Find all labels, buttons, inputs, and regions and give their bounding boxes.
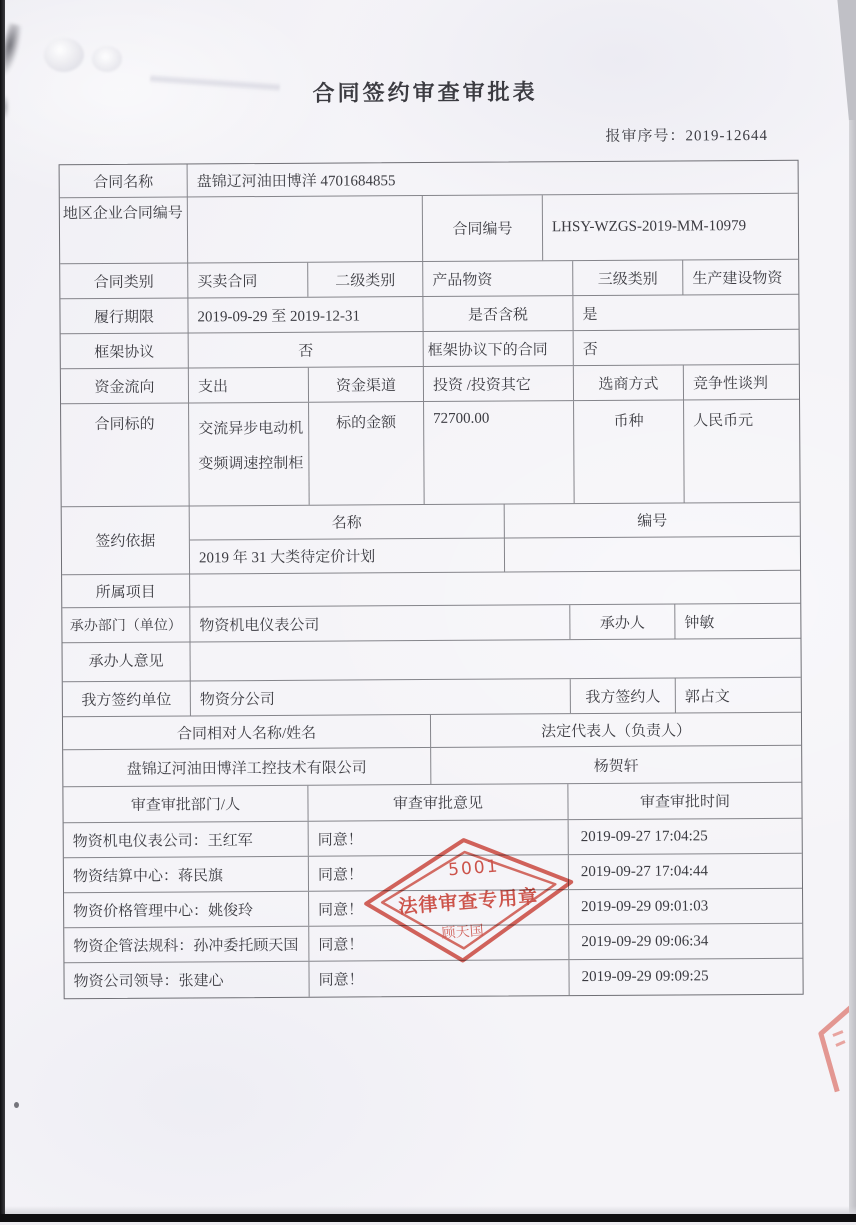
legal-rep-value: 杨贺轩 bbox=[593, 758, 639, 775]
review-stamp-icon bbox=[358, 833, 583, 966]
fund-flow-value: 支出 bbox=[189, 368, 309, 403]
category-value: 买卖合同 bbox=[188, 263, 308, 298]
approval-time: 2019-09-29 09:06:34 bbox=[581, 932, 709, 950]
basis-name-value: 2019 年 31 大类待定价计划 bbox=[190, 539, 505, 574]
period-label: 履行期限 bbox=[60, 298, 188, 333]
table-row bbox=[62, 571, 800, 609]
approval-opinion: 同意！ bbox=[309, 925, 569, 961]
basis-no-value bbox=[505, 537, 800, 572]
stamp-name: 顾天国 bbox=[441, 923, 485, 942]
handler-label: 承办人 bbox=[570, 605, 675, 640]
table-row bbox=[61, 365, 799, 405]
framework-sub-value: 否 bbox=[582, 341, 598, 358]
serial-number bbox=[605, 124, 768, 146]
approval-dept: 物资结算中心：蒋民旗 bbox=[64, 857, 309, 892]
stamp-number: 5001 bbox=[447, 856, 501, 881]
stamp-title: 法律审查专用章 bbox=[397, 886, 540, 919]
scan-edge-shadow bbox=[0, 1206, 856, 1214]
table-row bbox=[63, 678, 801, 718]
paper-crease bbox=[44, 38, 84, 72]
counterparty-value: 盘锦辽河油田博洋工控技术有限公司 bbox=[63, 748, 431, 786]
table-row bbox=[61, 400, 800, 508]
approval-dept: 物资公司领导：张建心 bbox=[64, 962, 309, 998]
basis-header-row bbox=[190, 503, 800, 541]
regional-contract-no-label: 地区企业合同编号 bbox=[60, 197, 188, 263]
tax-value: 是 bbox=[582, 306, 598, 323]
contract-name-value: 盘锦辽河油田博洋 4701684855 bbox=[196, 172, 396, 190]
table-row bbox=[63, 746, 801, 788]
approval-opinion-header: 审查审批意见 bbox=[308, 784, 568, 821]
table-row bbox=[61, 330, 799, 370]
category-label: 合同类别 bbox=[60, 263, 188, 298]
category2-value: 产品物资 bbox=[423, 261, 573, 296]
subject-label: 合同标的 bbox=[61, 403, 190, 506]
contract-no-value: LHSY-WZGS-2019-MM-10979 bbox=[551, 218, 747, 236]
scan-speck bbox=[14, 1102, 19, 1108]
category3-value: 生产建设物资 bbox=[692, 270, 783, 287]
currency-label: 币种 bbox=[574, 400, 685, 503]
table-row bbox=[62, 604, 800, 644]
approval-header-row bbox=[63, 783, 801, 824]
handling-dept-value: 物资机电仪表公司 bbox=[190, 605, 570, 641]
page-title: 合同签约审查审批表 bbox=[312, 79, 538, 106]
table-row bbox=[60, 194, 798, 265]
our-signer-label: 我方签约人 bbox=[571, 679, 676, 714]
table-row bbox=[62, 503, 800, 576]
approval-dept: 物资企管法规科：孙冲委托顾天国 bbox=[64, 927, 309, 962]
handler-value: 钟敏 bbox=[684, 614, 715, 631]
approval-dept: 物资机电仪表公司：王红军 bbox=[64, 822, 309, 857]
serial-label: 报审序号： bbox=[605, 128, 686, 145]
paper-crease bbox=[92, 46, 122, 72]
approval-time: 2019-09-27 17:04:25 bbox=[580, 827, 708, 845]
basis-name-header: 名称 bbox=[190, 505, 505, 540]
contract-no-label: 合同编号 bbox=[423, 195, 543, 261]
handler-opinion-label: 承办人意见 bbox=[63, 642, 191, 681]
fund-flow-label: 资金流向 bbox=[61, 368, 189, 403]
project-value bbox=[190, 571, 800, 607]
approval-opinion: 同意！ bbox=[309, 890, 569, 926]
contract-name-label: 合同名称 bbox=[60, 164, 188, 197]
basis-subtable bbox=[190, 503, 800, 574]
approval-opinion: 同意！ bbox=[309, 820, 569, 856]
tax-label: 是否含税 bbox=[423, 296, 573, 331]
table-row bbox=[60, 295, 798, 335]
counterparty-header: 合同相对人名称/姓名 bbox=[63, 715, 431, 749]
framework-value: 否 bbox=[189, 332, 424, 367]
our-signer-value: 郭占文 bbox=[684, 688, 730, 705]
category3-label: 三级类别 bbox=[573, 260, 683, 295]
amount-value: 72700.00 bbox=[424, 401, 575, 504]
legal-rep-header: 法定代表人（负责人） bbox=[540, 722, 692, 740]
regional-contract-no-value bbox=[188, 196, 423, 262]
table-row bbox=[60, 161, 798, 199]
currency-value: 人民币元 bbox=[693, 413, 754, 430]
basis-label: 签约依据 bbox=[62, 506, 190, 574]
our-unit-value: 物资分公司 bbox=[191, 679, 571, 715]
project-label: 所属项目 bbox=[62, 574, 190, 607]
subject-value: 交流异步电动机变频调速控制柜 bbox=[189, 403, 310, 506]
table-row bbox=[63, 639, 801, 683]
selection-method-label: 选商方式 bbox=[574, 365, 684, 400]
our-unit-label: 我方签约单位 bbox=[63, 681, 191, 716]
approval-time-header: 审查审批时间 bbox=[639, 794, 731, 811]
scan-edge-shadow bbox=[849, 120, 856, 1216]
approval-time: 2019-09-29 09:01:03 bbox=[581, 897, 709, 915]
basis-value-row bbox=[190, 537, 800, 574]
approval-time: 2019-09-29 09:09:25 bbox=[581, 968, 709, 986]
handler-opinion-value bbox=[190, 639, 800, 681]
amount-label: 标的金额 bbox=[309, 402, 425, 505]
table-row bbox=[63, 713, 801, 751]
category2-label: 二级类别 bbox=[308, 262, 423, 297]
fund-channel-label: 资金渠道 bbox=[309, 367, 424, 402]
table-row bbox=[60, 260, 798, 300]
fund-channel-value: 投资 /投资其它 bbox=[424, 366, 574, 401]
scan-edge-black-strip bbox=[0, 1214, 856, 1222]
approval-opinion: 同意！ bbox=[309, 855, 569, 891]
period-value: 2019-09-29 至 2019-12-31 bbox=[188, 297, 423, 332]
approval-dept: 物资价格管理中心：姚俊玲 bbox=[64, 892, 309, 927]
approval-dept-header: 审查审批部门/人 bbox=[63, 786, 308, 822]
handling-dept-label: 承办部门（单位） bbox=[62, 607, 190, 642]
approval-time: 2019-09-27 17:04:44 bbox=[580, 862, 709, 880]
approval-opinion: 同意！ bbox=[309, 960, 569, 997]
scan-edge-black-strip bbox=[0, 0, 5, 1222]
serial-value: 2019-12644 bbox=[685, 127, 768, 145]
selection-method-value: 竞争性谈判 bbox=[692, 375, 768, 392]
framework-sub-label: 框架协议下的合同 bbox=[424, 331, 574, 366]
basis-no-header: 编号 bbox=[637, 513, 668, 530]
framework-label: 框架协议 bbox=[61, 333, 189, 368]
